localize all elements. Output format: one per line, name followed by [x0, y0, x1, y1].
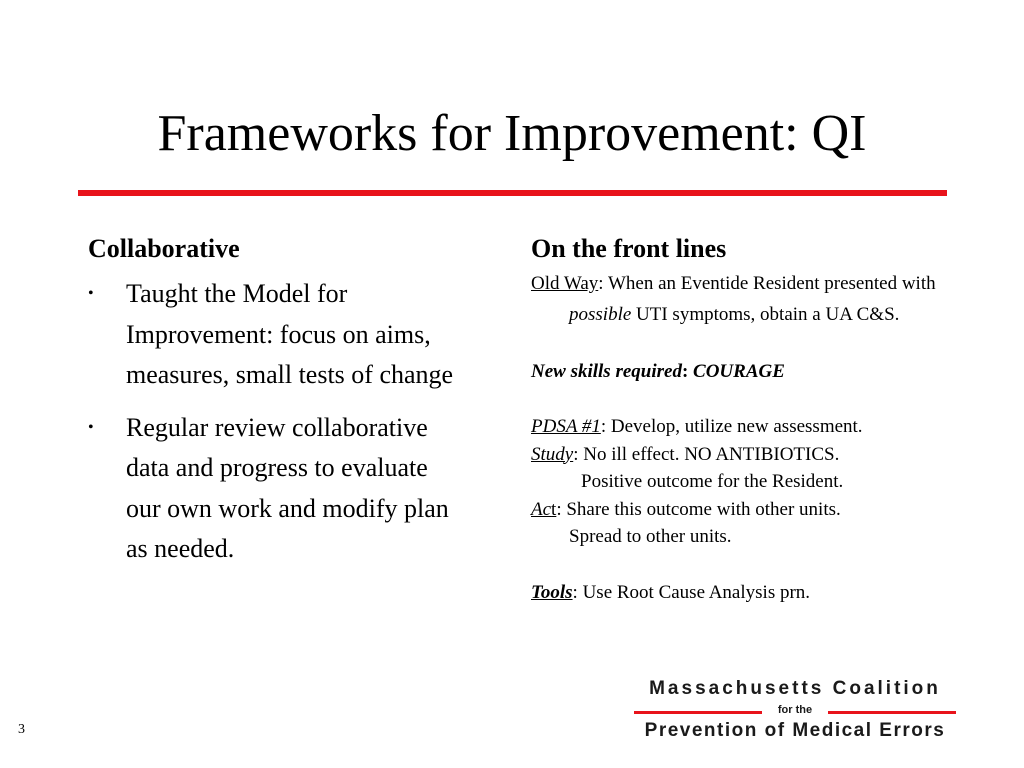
act-text: : Share this outcome with other units.	[556, 498, 841, 520]
study-line-2: Positive outcome for the Resident.	[581, 471, 844, 492]
tools-text: : Use Root Cause Analysis prn.	[572, 581, 811, 603]
bullet-item	[88, 408, 468, 570]
study-text: : No ill effect. NO ANTIBIOTICS.	[573, 443, 840, 465]
old-way-italic: possible	[569, 304, 632, 325]
study-label: Study	[531, 443, 574, 465]
left-column	[88, 230, 468, 570]
old-way-text-end: UTI symptoms, obtain a UA C&S.	[631, 304, 900, 325]
skills-colon: :	[681, 361, 689, 382]
right-column	[531, 230, 971, 608]
old-way-text: : When an Eventide Resident presented with	[598, 273, 936, 294]
logo-line-3: Prevention of Medical Errors	[644, 720, 946, 741]
skills-value: COURAGE	[693, 361, 785, 382]
spacer	[531, 387, 971, 413]
act-line	[531, 496, 971, 524]
act-line-2: Spread to other units.	[569, 526, 732, 547]
bullet-icon: •	[88, 285, 94, 302]
old-way-label: Old Way	[531, 273, 599, 294]
act-label-tail: t	[551, 498, 557, 520]
spacer	[531, 551, 971, 577]
pdsa-text: : Develop, utilize new assessment.	[600, 416, 863, 437]
bullet-text: Regular review collaborative data and progress to evaluate our own work and modify plan as needed.	[126, 412, 449, 563]
skills-label: New skills required	[531, 361, 682, 382]
pdsa-label: PDSA #1	[531, 416, 601, 437]
logo-middle	[630, 704, 960, 720]
bullet-item	[88, 274, 468, 396]
spacer	[531, 330, 971, 356]
bullet-text: Taught the Model for Improvement: focus on aims, measures, small tests of change	[126, 279, 454, 389]
logo-rule-right	[828, 711, 956, 714]
study-line	[531, 441, 971, 469]
pdsa-line	[531, 413, 971, 441]
tools-label: Tools	[531, 581, 573, 603]
bullet-icon: •	[88, 418, 94, 436]
slide-number: 3	[18, 722, 25, 737]
act-label: Ac	[531, 498, 552, 520]
tools-line	[531, 577, 971, 608]
skills-line	[531, 356, 971, 387]
old-way-paragraph	[531, 268, 971, 330]
left-heading: Collaborative	[88, 234, 240, 263]
title-divider	[78, 190, 947, 196]
right-heading: On the front lines	[531, 234, 727, 263]
logo-line-1: Massachusetts Coalition	[649, 678, 941, 699]
organization-logo	[630, 678, 960, 744]
slide-title: Frameworks for Improvement: QI	[157, 105, 867, 162]
logo-line-2: for the	[777, 704, 813, 716]
